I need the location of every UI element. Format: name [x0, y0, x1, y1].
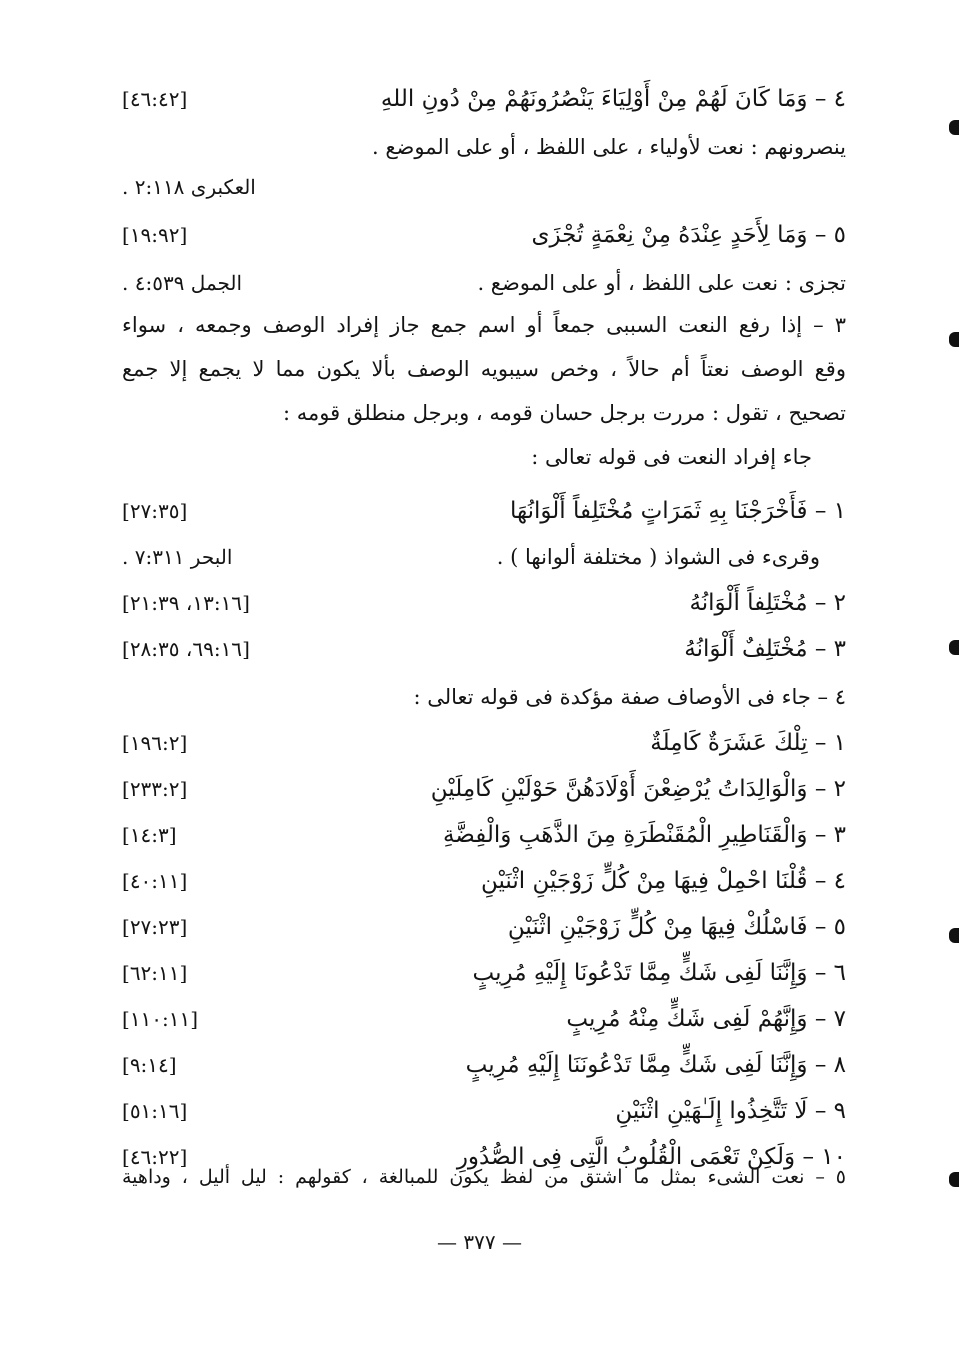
verse-line: [122, 952, 846, 994]
verse-text: ٥ – فَاسْلُكْ فِيهَا مِنْ كُلٍّ زَوْجَيْنِ اثْنَيْنِ: [507, 914, 846, 940]
verse-line: [122, 998, 846, 1040]
verse-text: ٦ – وَإِنَّنَا لَفِى شَكٍّ مِمَّا تَدْعُونَا إِلَيْهِ مُرِيبٍ: [472, 960, 846, 986]
verse-text: ٥ – وَمَا لِأَحَدٍ عِنْدَهُ مِنْ نِعْمَةٍ تُجْزَى: [531, 222, 846, 248]
verse-reference: [٢٧:٢٣]: [122, 915, 188, 939]
verse-line: [122, 814, 846, 856]
verse-line: [122, 768, 846, 810]
verse-reference: [٦٩:١٦، ٢٨:٣٥]: [122, 637, 250, 661]
citation-text: العكبرى ٢:١١٨ .: [122, 175, 256, 199]
verse-text: ٢ – وَالْوَالِدَاتُ يُرْضِعْنَ أَوْلَادَهُنَّ حَوْلَيْنِ كَامِلَيْنِ: [430, 776, 846, 802]
verse-text: ١ – فَأَخْرَجْنَا بِهِ ثَمَرَاتٍ مُخْتَلِفاً أَلْوَانُهَا: [509, 498, 846, 524]
verse-reference: [٩:١٤]: [122, 1053, 177, 1077]
scan-mark: [949, 1172, 959, 1187]
verse-line: [122, 490, 846, 532]
verse-text: ٢ – مُخْتَلِفاً أَلْوَانُهُ: [689, 590, 846, 616]
verse-text: ٣ – وَالْقَنَاطِيرِ الْمُقَنْطَرَةِ مِنَ الذَّهَبِ وَالْفِضَّةِ: [442, 822, 846, 848]
commentary-text: ينصرونهم : نعت لأولياء ، على اللفظ ، أو على الموضع .: [372, 135, 846, 159]
verse-text: ٤ – قُلْنَا احْمِلْ فِيهَا مِنْ كُلٍّ زَوْجَيْنِ اثْنَيْنِ: [480, 868, 846, 894]
verse-text: ٤ – وَمَا كَانَ لَهُمْ مِنْ أَوْلِيَاءَ يَنْصُرُونَهُمْ مِنْ دُونِ اللهِ: [380, 86, 846, 112]
verse-reference: [٦٢:١١]: [122, 961, 188, 985]
commentary-line: [122, 262, 846, 304]
verse-line: [122, 582, 846, 624]
verse-line: [122, 214, 846, 256]
citation-text: الجمل ٤:٥٣٩ .: [122, 271, 243, 295]
verse-reference: [٤٦:٢٢]: [122, 1145, 188, 1169]
verse-reference: [١١٠:١١]: [122, 1007, 199, 1031]
verse-reference: [١٣:١٦، ٢١:٣٩]: [122, 591, 250, 615]
verse-line: [122, 906, 846, 948]
verse-reference: [٢٧:٣٥]: [122, 499, 188, 523]
verse-reference: [٢٣٣:٢]: [122, 777, 188, 801]
paragraph-line: تصحيح ، تقول : مررت برجل حسان قومه ، وبرجل منطلق قومه :: [282, 401, 846, 425]
verse-reference: [٥١:١٦]: [122, 1099, 188, 1123]
scan-mark: [949, 640, 959, 655]
section-text: ٤ – جاء فى الأوصاف صفة مؤكدة فى قوله تعالى :: [413, 685, 846, 709]
commentary-text: وقرىء فى الشواذ ( مختلفة ألوانها ) .: [496, 545, 820, 569]
verse-text: ١٠ – وَلَكِنْ تَعْمَى الْقُلُوبُ الَّتِى فِى الصُّدُورِ: [456, 1144, 846, 1170]
scan-mark: [949, 332, 959, 347]
verse-line: [122, 1090, 846, 1132]
verse-line: [122, 1044, 846, 1086]
commentary-line: [300, 126, 846, 168]
paragraph-line: ٣ – إذا رفع النعت السببى جمعاً أو اسم جمع جاز إفراد الوصف وجمعه ، سواء: [122, 313, 846, 337]
verse-text: ٨ – وَإِنَّنَا لَفِى شَكٍّ مِمَّا تَدْعُونَنَا إِلَيْهِ مُرِيبٍ: [465, 1052, 846, 1078]
citation-line: [122, 166, 312, 208]
verse-reference: [٤٦:٤٢]: [122, 87, 188, 111]
verse-reference: [٤٠:١١]: [122, 869, 188, 893]
paragraph-line: وقع الوصف نعتاً أم حالاً ، وخص سيبويه الوصف بألا يكون مما لا يجمع إلا جمع: [122, 357, 846, 381]
intro-line: جاء إفراد النعت فى قوله تعالى :: [531, 445, 812, 469]
verse-line: [122, 860, 846, 902]
citation-text: البحر ٧:٣١١ .: [122, 545, 233, 569]
verse-line: [122, 78, 846, 120]
verse-text: ٧ – وَإِنَّهُمْ لَفِى شَكٍّ مِنْهُ مُرِيبٍ: [566, 1006, 846, 1032]
verse-text: ٣ – مُخْتَلِفٌ أَلْوَانُهُ: [684, 636, 846, 662]
verse-line: [122, 628, 846, 670]
commentary-line: [122, 536, 846, 578]
verse-line: [122, 722, 846, 764]
scan-mark: [949, 928, 959, 943]
verse-text: ١ – تِلْكَ عَشَرَةٌ كَامِلَةٌ: [650, 730, 846, 756]
section-line: [360, 676, 846, 718]
verse-reference: [١٤:٣]: [122, 823, 177, 847]
page-number: — ٣٧٧ —: [437, 1230, 522, 1254]
verse-reference: [١٩:٩٢]: [122, 223, 188, 247]
verse-text: ٩ – لَا تَتَّخِذُوا إِلَـٰهَيْنِ اثْنَيْنِ: [615, 1098, 846, 1124]
verse-reference: [١٩٦:٢]: [122, 731, 188, 755]
scan-mark: [949, 120, 959, 135]
commentary-text: تجزى : نعت على اللفظ ، أو على الموضع .: [477, 271, 846, 295]
paragraph-line: ٥ – نعت الشىء بمثل ما اشتق من لفظ يكون للمبالغة ، كقولهم : ليل أليل ، وداهية: [122, 1166, 846, 1188]
